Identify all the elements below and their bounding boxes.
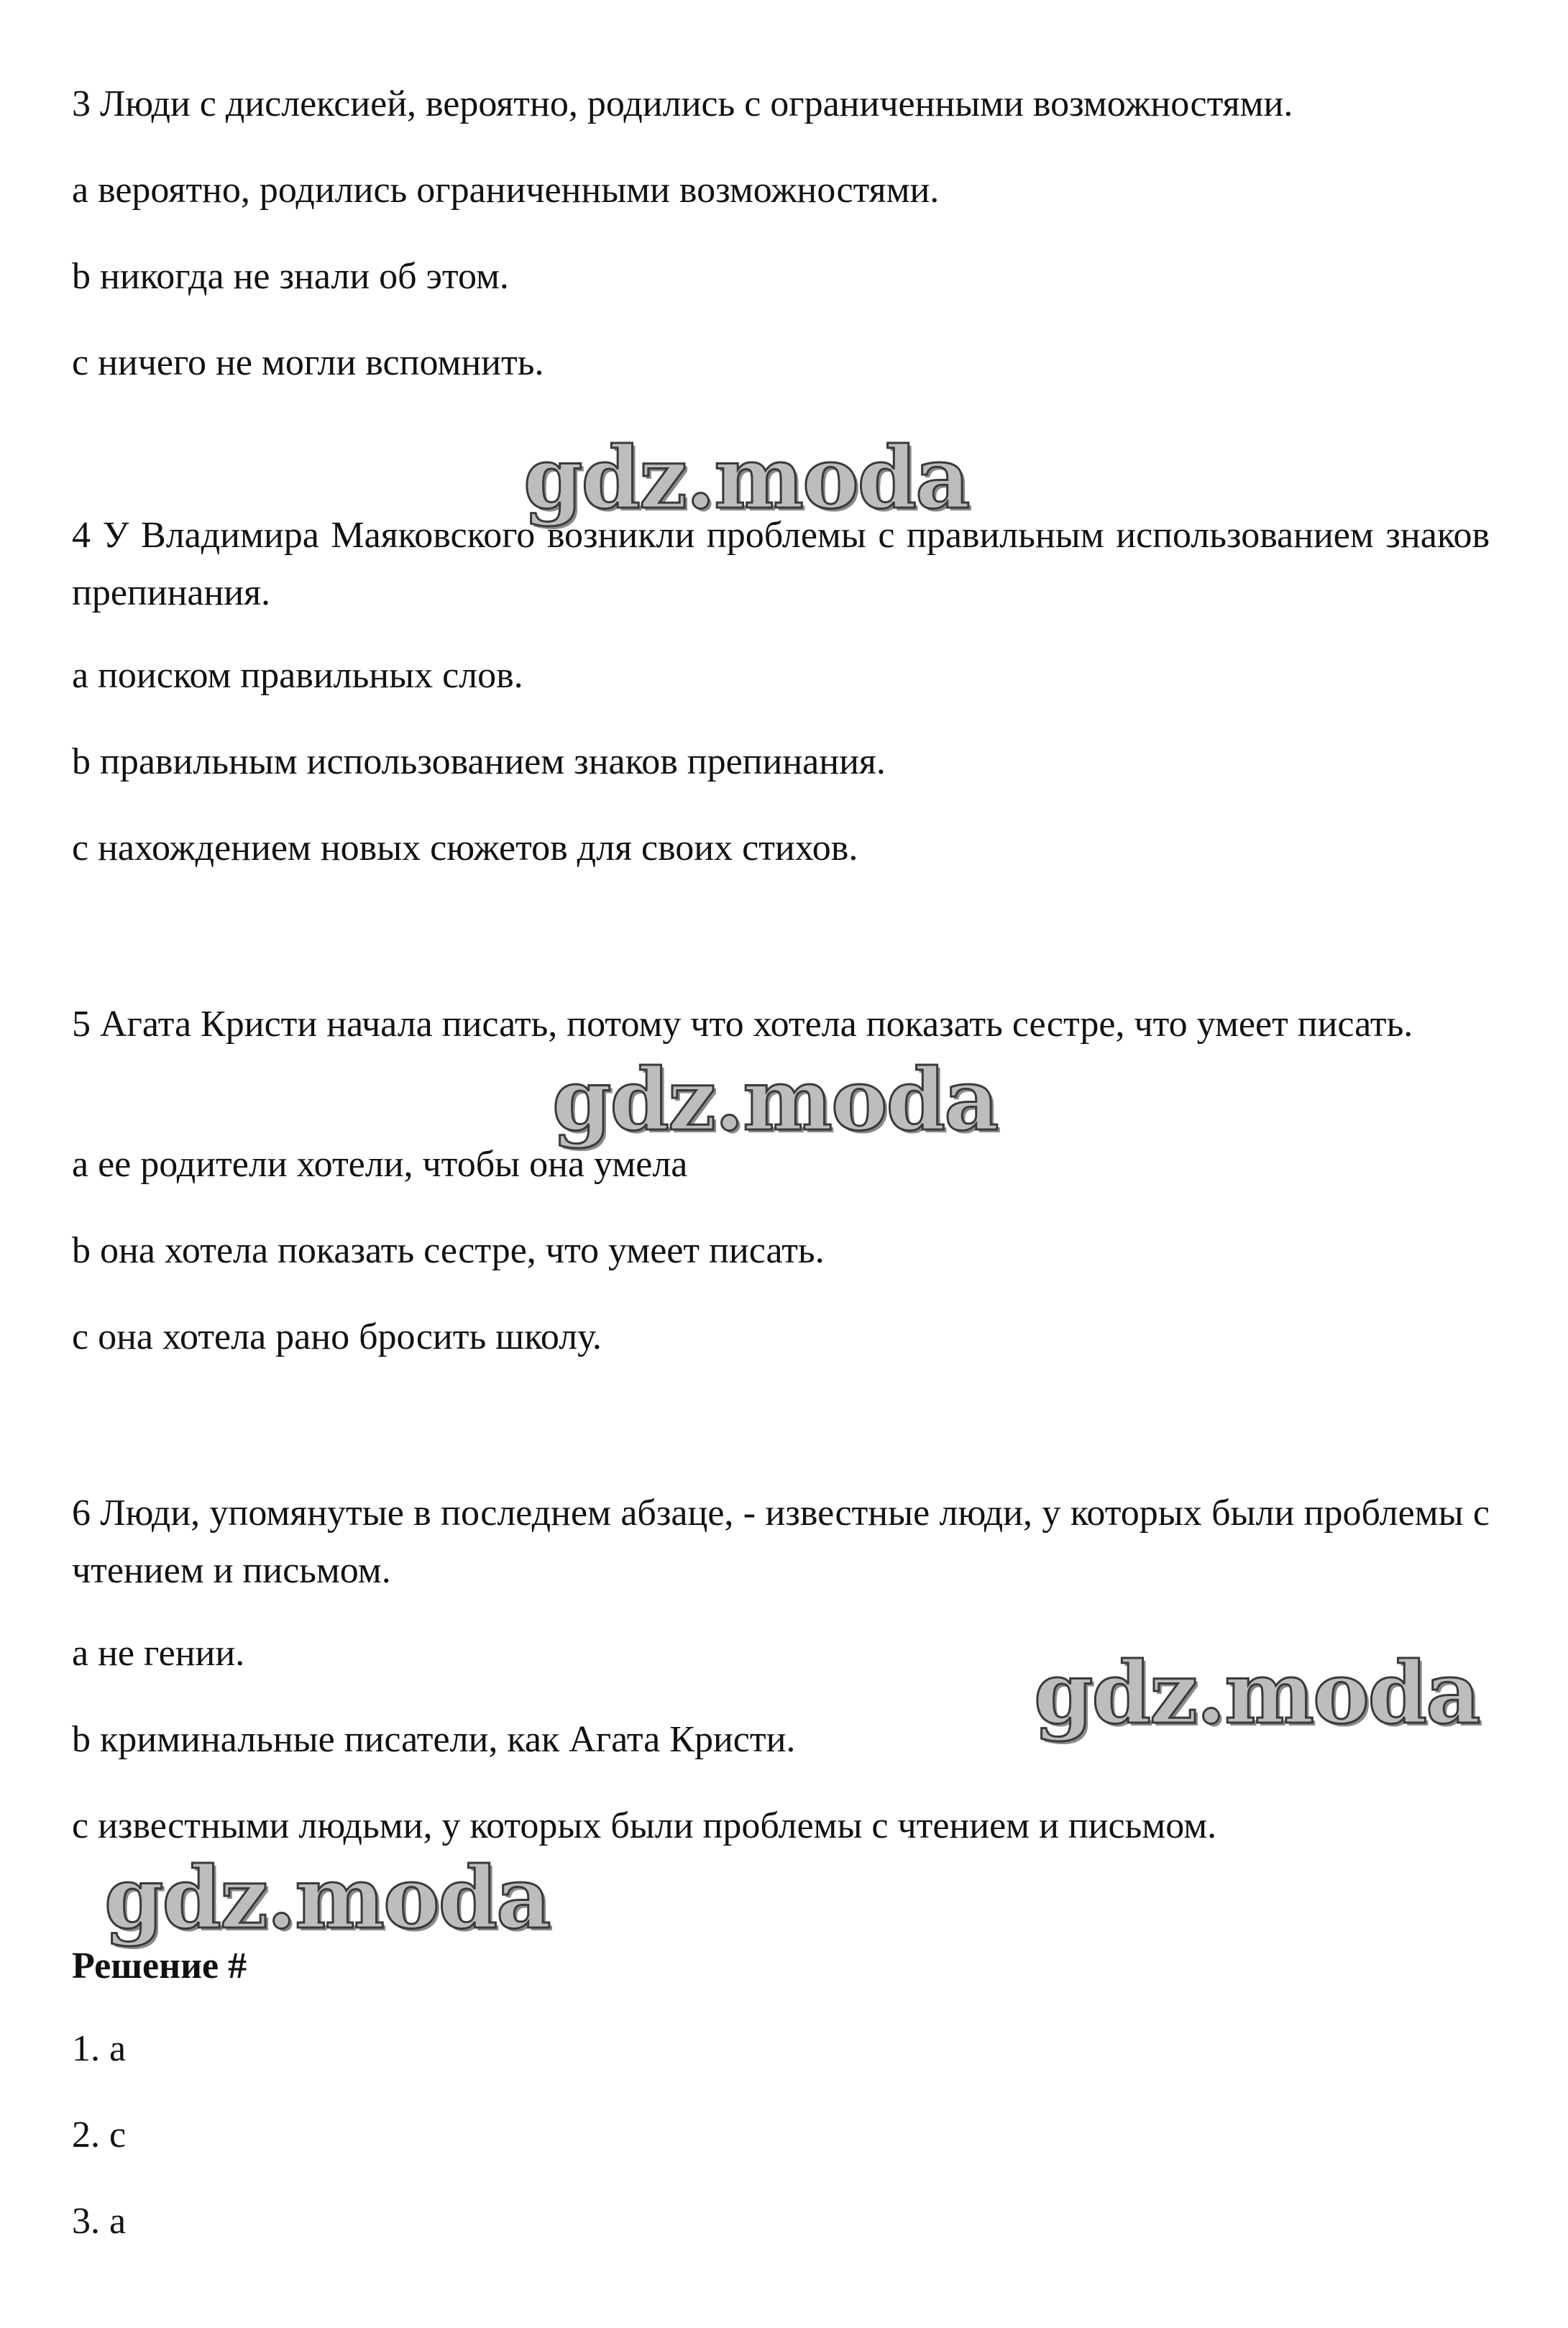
solution-heading: Решение # [72, 1946, 247, 1986]
answer-1: 1. а [72, 2028, 127, 2069]
question-3-option-b: b никогда не знали об этом. [72, 256, 509, 297]
question-4-option-c: с нахождением новых сюжетов для своих стихов. [72, 828, 858, 869]
question-5-stem: 5 Агата Кристи начала писать, потому что хотела показать сестре, что умеет писать. [72, 1004, 1413, 1045]
question-6-option-b: b криминальные писатели, как Агата Кристи. [72, 1719, 796, 1760]
question-5-option-c: с она хотела рано бросить школу. [72, 1316, 602, 1357]
watermark-1: gdz.moda [523, 428, 969, 528]
watermark-3: gdz.moda [1034, 1643, 1480, 1743]
question-4-stem: 4 У Владимира Маяковского возникли проблемы с правильным использованием знаков препинания. [72, 515, 1490, 613]
question-4-option-a: а поиском правильных слов. [72, 655, 523, 696]
question-4-option-b: b правильным использованием знаков препинания. [72, 741, 886, 782]
question-6-stem: 6 Люди, упомянутые в последнем абзаце, - известные люди, у которых были проблемы с чтением и письмом. [72, 1493, 1490, 1591]
question-3-option-c: с ничего не могли вспомнить. [72, 342, 544, 383]
question-5-option-a: а ее родители хотели, чтобы она умела [72, 1144, 688, 1185]
question-6-option-c: с известными людьми, у которых были проблемы с чтением и письмом. [72, 1805, 1217, 1846]
answer-2: 2. с [72, 2114, 127, 2155]
question-3-option-a: а вероятно, родились ограниченными возможностями. [72, 170, 940, 211]
watermark-2: gdz.moda [552, 1050, 998, 1150]
answer-3: 3. а [72, 2201, 127, 2242]
watermark-4: gdz.moda [104, 1848, 550, 1948]
question-6-option-a: а не гении. [72, 1633, 245, 1674]
question-3-stem: 3 Люди с дислексией, вероятно, родились с ограниченными возможностями. [72, 83, 1293, 124]
question-5-option-b: b она хотела показать сестре, что умеет писать. [72, 1230, 825, 1271]
